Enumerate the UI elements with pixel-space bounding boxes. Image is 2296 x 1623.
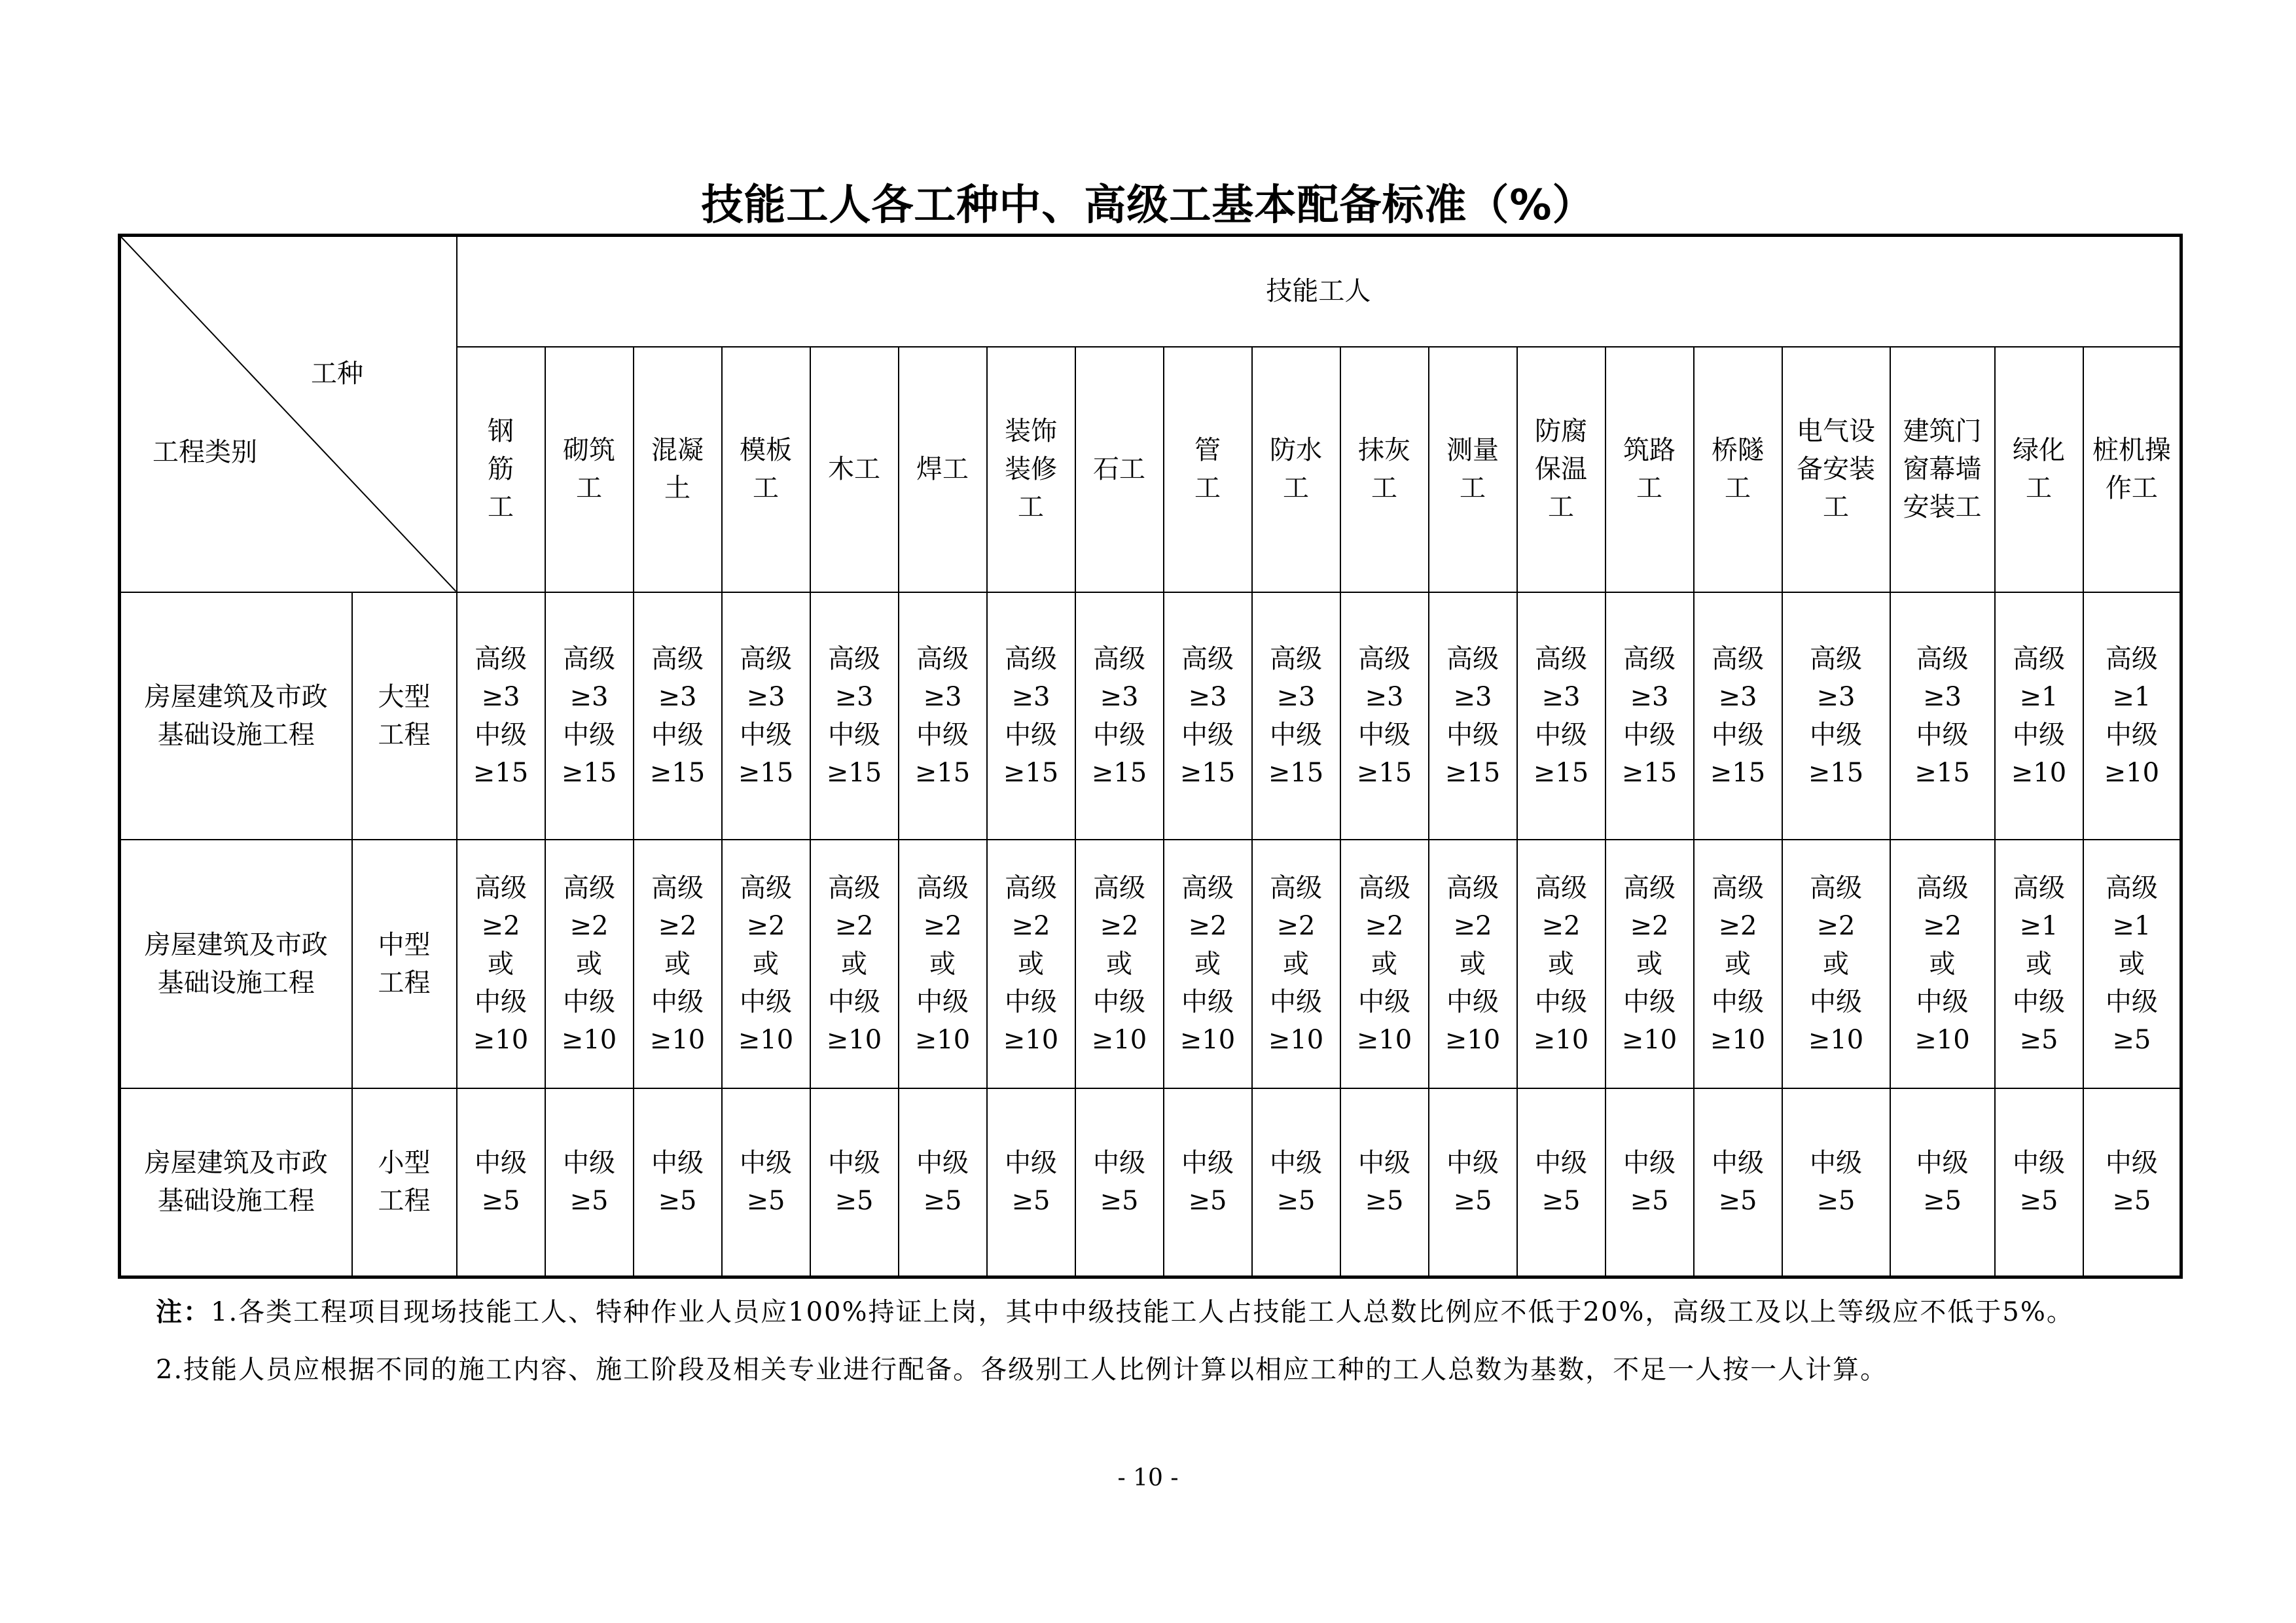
ratio-cell: 高级 ≥2 或 中级 ≥10 [722, 840, 810, 1088]
ratio-cell: 高级 ≥2 或 中级 ≥10 [457, 840, 545, 1088]
trade-header: 桩机操 作工 [2083, 347, 2181, 592]
ratio-cell: 高级 ≥2 或 中级 ≥10 [1517, 840, 1605, 1088]
trade-header: 筑路 工 [1605, 347, 1694, 592]
trade-header: 抹灰 工 [1340, 347, 1429, 592]
trade-header: 电气设 备安装 工 [1782, 347, 1890, 592]
trade-header: 钢 筋 工 [457, 347, 545, 592]
ratio-cell: 高级 ≥2 或 中级 ≥10 [1164, 840, 1252, 1088]
ratio-cell: 中级 ≥5 [810, 1088, 899, 1277]
trade-header: 装饰 装修 工 [987, 347, 1075, 592]
ratio-cell: 高级 ≥3 中级 ≥15 [987, 592, 1075, 840]
ratio-cell: 高级 ≥3 中级 ≥15 [1429, 592, 1517, 840]
ratio-cell: 中级 ≥5 [899, 1088, 987, 1277]
table-row [120, 840, 2181, 1088]
ratio-cell: 高级 ≥3 中级 ≥15 [810, 592, 899, 840]
ratio-cell: 高级 ≥2 或 中级 ≥10 [1605, 840, 1694, 1088]
trade-header: 木工 [810, 347, 899, 592]
project-category: 房屋建筑及市政 基础设施工程 [120, 840, 352, 1088]
ratio-cell: 中级 ≥5 [1252, 1088, 1340, 1277]
table-row [120, 592, 2181, 840]
ratio-cell: 中级 ≥5 [1995, 1088, 2083, 1277]
table-row [120, 1088, 2181, 1277]
trade-header: 焊工 [899, 347, 987, 592]
ratio-cell: 高级 ≥3 中级 ≥15 [1252, 592, 1340, 840]
trade-header: 模板 工 [722, 347, 810, 592]
ratio-cell: 高级 ≥3 中级 ≥15 [545, 592, 634, 840]
trade-header: 石工 [1075, 347, 1164, 592]
ratio-cell: 中级 ≥5 [1429, 1088, 1517, 1277]
ratio-cell: 高级 ≥2 或 中级 ≥10 [1075, 840, 1164, 1088]
trade-header: 防腐 保温 工 [1517, 347, 1605, 592]
project-scale: 中型 工程 [352, 840, 457, 1088]
ratio-cell: 高级 ≥2 或 中级 ≥10 [1782, 840, 1890, 1088]
ratio-cell: 中级 ≥5 [545, 1088, 634, 1277]
ratio-cell: 高级 ≥2 或 中级 ≥10 [810, 840, 899, 1088]
ratio-cell: 高级 ≥1 或 中级 ≥5 [1995, 840, 2083, 1088]
group-header: 技能工人 [457, 236, 2181, 347]
trade-header: 建筑门 窗幕墙 安装工 [1890, 347, 1995, 592]
category-axis-label: 工程类别 [152, 437, 257, 467]
ratio-cell: 中级 ≥5 [634, 1088, 722, 1277]
ratio-cell: 高级 ≥3 中级 ≥15 [899, 592, 987, 840]
ratio-cell: 中级 ≥5 [1075, 1088, 1164, 1277]
ratio-cell: 高级 ≥2 或 中级 ≥10 [1340, 840, 1429, 1088]
ratio-cell: 高级 ≥3 中级 ≥15 [1782, 592, 1890, 840]
trade-header: 绿化 工 [1995, 347, 2083, 592]
note-1 [98, 1286, 2199, 1338]
ratio-cell: 高级 ≥1 中级 ≥10 [1995, 592, 2083, 840]
trade-header: 防水 工 [1252, 347, 1340, 592]
project-category: 房屋建筑及市政 基础设施工程 [120, 592, 352, 840]
ratio-cell: 中级 ≥5 [457, 1088, 545, 1277]
ratio-cell: 高级 ≥1 中级 ≥10 [2083, 592, 2181, 840]
ratio-cell: 高级 ≥3 中级 ≥15 [1340, 592, 1429, 840]
ratio-cell: 中级 ≥5 [1890, 1088, 1995, 1277]
ratio-cell: 中级 ≥5 [987, 1088, 1075, 1277]
ratio-cell: 高级 ≥3 中级 ≥15 [722, 592, 810, 840]
ratio-cell: 高级 ≥3 中级 ≥15 [634, 592, 722, 840]
ratio-cell: 中级 ≥5 [2083, 1088, 2181, 1277]
ratio-cell: 中级 ≥5 [1164, 1088, 1252, 1277]
trade-axis-label: 工种 [311, 359, 363, 389]
ratio-cell: 中级 ≥5 [722, 1088, 810, 1277]
trade-header: 砌筑 工 [545, 347, 634, 592]
staffing-standard-table [118, 234, 2183, 1279]
project-scale: 大型 工程 [352, 592, 457, 840]
ratio-cell: 中级 ≥5 [1694, 1088, 1782, 1277]
project-category: 房屋建筑及市政 基础设施工程 [120, 1088, 352, 1277]
ratio-cell: 高级 ≥2 或 中级 ≥10 [987, 840, 1075, 1088]
page-number: - 10 - [1117, 1465, 1179, 1491]
ratio-cell: 中级 ≥5 [1782, 1088, 1890, 1277]
trade-header: 桥隧 工 [1694, 347, 1782, 592]
ratio-cell: 高级 ≥3 中级 ≥15 [1605, 592, 1694, 840]
ratio-cell: 高级 ≥2 或 中级 ≥10 [899, 840, 987, 1088]
ratio-cell: 高级 ≥3 中级 ≥15 [1075, 592, 1164, 840]
ratio-cell: 高级 ≥2 或 中级 ≥10 [1252, 840, 1340, 1088]
ratio-cell: 高级 ≥1 或 中级 ≥5 [2083, 840, 2181, 1088]
ratio-cell: 高级 ≥2 或 中级 ≥10 [1429, 840, 1517, 1088]
page-title: 技能工人各工种中、高级工基本配备标准（%） [701, 181, 1595, 230]
trade-header: 测量 工 [1429, 347, 1517, 592]
project-scale: 小型 工程 [352, 1088, 457, 1277]
trade-header: 混凝 土 [634, 347, 722, 592]
ratio-cell: 高级 ≥3 中级 ≥15 [1517, 592, 1605, 840]
notes-section [98, 1286, 2199, 1396]
ratio-cell: 中级 ≥5 [1517, 1088, 1605, 1277]
ratio-cell: 高级 ≥3 中级 ≥15 [1694, 592, 1782, 840]
ratio-cell: 高级 ≥2 或 中级 ≥10 [545, 840, 634, 1088]
ratio-cell: 高级 ≥3 中级 ≥15 [1164, 592, 1252, 840]
diagonal-line [121, 237, 456, 592]
ratio-cell: 中级 ≥5 [1605, 1088, 1694, 1277]
ratio-cell: 中级 ≥5 [1340, 1088, 1429, 1277]
ratio-cell: 高级 ≥2 或 中级 ≥10 [1694, 840, 1782, 1088]
trade-header: 管 工 [1164, 347, 1252, 592]
ratio-cell: 高级 ≥3 中级 ≥15 [1890, 592, 1995, 840]
diagonal-header-cell [120, 236, 457, 592]
note-1-text: 1.各类工程项目现场技能工人、特种作业人员应100%持证上岗，其中中级技能工人占技能工人总数比例应不低于20%，高级工及以上等级应不低于5%。 [211, 1297, 2074, 1327]
note-2: 2.技能人员应根据不同的施工内容、施工阶段及相关专业进行配备。各级别工人比例计算以相应工种的工人总数为基数，不足一人按一人计算。 [156, 1355, 1888, 1385]
notes-label: 注： [156, 1297, 211, 1327]
ratio-cell: 高级 ≥2 或 中级 ≥10 [634, 840, 722, 1088]
ratio-cell: 高级 ≥2 或 中级 ≥10 [1890, 840, 1995, 1088]
ratio-cell: 高级 ≥3 中级 ≥15 [457, 592, 545, 840]
